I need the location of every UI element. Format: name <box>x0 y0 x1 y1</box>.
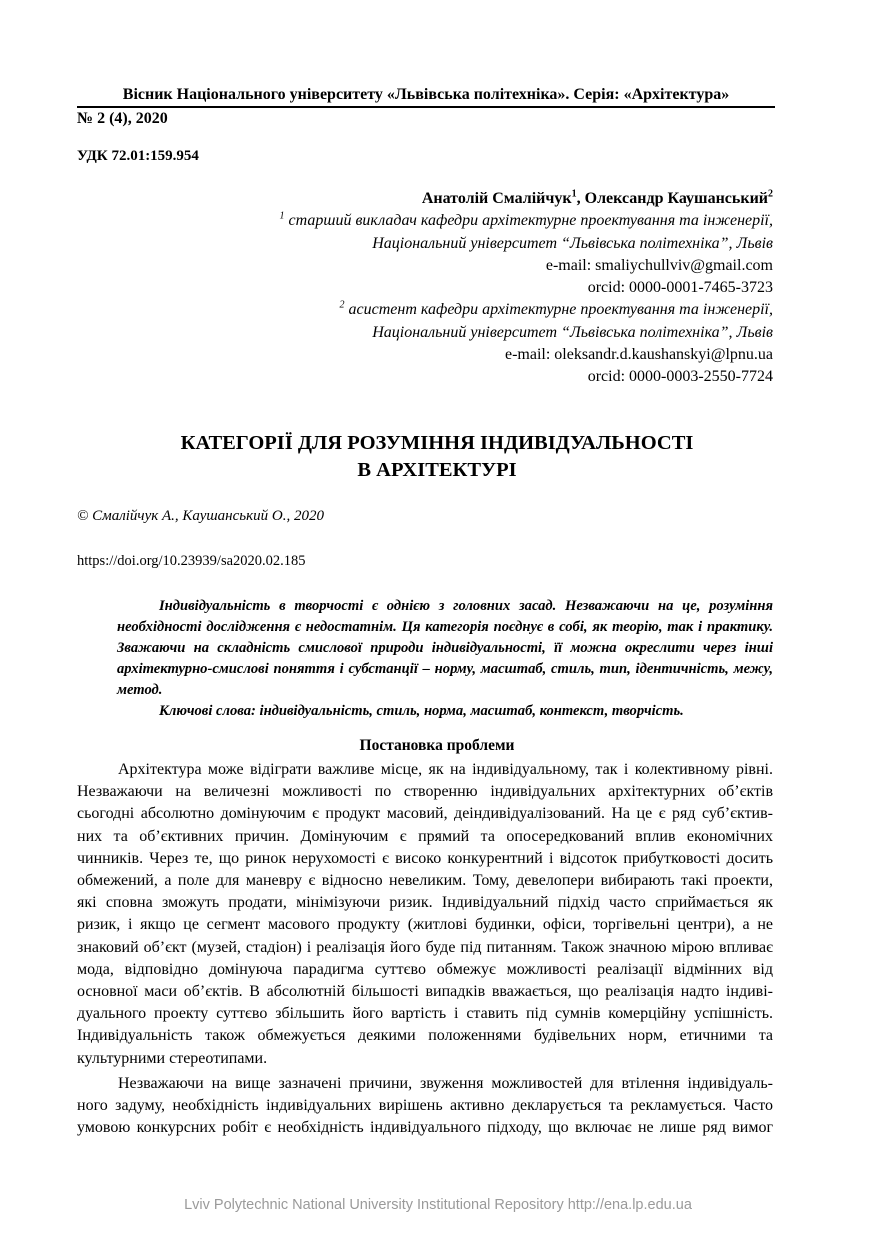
body-line: обмежений, а поле для маневру є відносно невеликим. Тому, девелопери вибирають такі проекти, <box>77 872 773 890</box>
affiliation-1-position-text: старший викладач кафедри архітектурне проектування та інженерії, <box>284 212 773 230</box>
section-heading: Постановка проблеми <box>359 737 515 754</box>
affiliation-2-position-text: асистент кафедри архітектурне проектування та інженерії, <box>344 301 773 319</box>
body-line: основної маси об’єктів. В абсолютній більшості випадків вважається, що реалізація надто індиві- <box>77 983 773 1001</box>
body-line: знаковий об’єкт (музей, стадіон) і реалізація його буде під питанням. Також значною мірою впливає <box>77 938 773 956</box>
body-line: Індивідуальність також обмежується деякими положеннями будівельних норм, етичними та <box>77 1027 773 1045</box>
author-1: Анатолій Смалійчук <box>421 190 572 207</box>
author-separator: , <box>576 190 585 207</box>
body-line: Незважаючи на вище зазначені причини, звуження можливостей для втілення індивідуаль- <box>118 1074 773 1092</box>
body-line: культурними стереотипами. <box>77 1049 268 1067</box>
title-line: В АРХІТЕКТУРІ <box>357 459 517 481</box>
body-line: ного задуму, необхідність індивідуальних вирішень активно декларується та рекламується. Часто <box>77 1097 773 1115</box>
affiliation-2-university: Національний університет “Львівська політехніка”, Львів <box>372 323 773 341</box>
paper-title <box>77 430 797 484</box>
repository-footer: Lviv Polytechnic National University Institutional Repository http://ena.lp.edu.ua <box>184 1197 692 1213</box>
body-line: чинників. Через те, що ринок нерухомості є високо конкурентний і відсоток прибутковості досить <box>77 849 773 867</box>
body-line: них та об’єктивних причин. Домінуючим є прямий та опосередкований вплив економічних <box>77 827 773 845</box>
body-line: Незважаючи на величезні можливості по створенню індивідуальних архітектурних об’єктів <box>77 783 773 801</box>
abstract-line: необхідності дослідження є недостатнім. Ця категорія поєднує в собі, як теорію, так і практику. <box>117 619 773 635</box>
body-line: дуального проекту суттєво збільшить його вартість і ставить під сумнів комерційну успішність. <box>77 1005 773 1023</box>
author-2-sup: 2 <box>768 188 773 200</box>
author-names <box>280 188 773 210</box>
abstract-line: архітектурно-смислові поняття і субстанції – норму, масштаб, стиль, тип, ідентичність, межу, <box>117 661 773 677</box>
affiliation-2-position <box>280 299 773 321</box>
header-rule <box>77 106 775 108</box>
issue-number: № 2 (4), 2020 <box>77 110 168 127</box>
affiliation-2-orcid: orcid: 0000-0003-2550-7724 <box>587 368 773 386</box>
abstract-line: Індивідуальність в творчості є однією з головних засад. Незважаючи на це, розуміння <box>159 598 773 614</box>
keywords: Ключові слова: індивідуальність, стиль, норма, масштаб, контекст, творчість. <box>159 703 684 719</box>
body-line: умовою конкурсних робіт є необхідність індивідуального підходу, що включає не лише ряд вимог <box>77 1119 773 1137</box>
affiliation-1-email: e-mail: smaliychullviv@gmail.com <box>545 256 773 274</box>
copyright: © Смалійчук А., Каушанський О., 2020 <box>77 508 324 524</box>
body-line: Архітектура може відіграти важливе місце, як на індивідуальному, так і колективному рівні. <box>118 761 773 778</box>
doi-link[interactable]: https://doi.org/10.23939/sa2020.02.185 <box>77 553 306 569</box>
body-text <box>77 759 773 1139</box>
journal-title: Вісник Національного університету «Львівська політехніка». Серія: «Архітектура» <box>122 86 730 103</box>
abstract <box>117 596 773 722</box>
title-line: КАТЕГОРІЇ ДЛЯ РОЗУМІННЯ ІНДИВІДУАЛЬНОСТІ <box>180 432 694 454</box>
author-2: Олександр Каушанський <box>584 190 768 207</box>
abstract-line: Зважаючи на складність смислової природи індивідуальності, її можна окреслити через інші <box>117 640 773 656</box>
body-line: ризик, і якщо це сегмент масового продукту (житлові будинки, офіси, торгівельні центри), а не <box>77 916 773 934</box>
affiliation-1-university: Національний університет “Львівська політехніка”, Львів <box>372 234 773 252</box>
affiliation-2-email: e-mail: oleksandr.d.kaushanskyi@lpnu.ua <box>504 346 773 364</box>
body-line: мода, відповідно домінуюча парадигма суттєво обмежує можливості реалізації відмінних від <box>77 960 773 978</box>
body-line: сьогодні абсолютно домінуючим є продукт масовий, деіндивідуалізований. На це є ряд суб’єктив- <box>77 805 773 823</box>
abstract-line: метод. <box>117 682 163 698</box>
paragraph-1 <box>77 759 773 1070</box>
affiliation-1-sup: 1 <box>279 210 285 222</box>
affiliation-1-orcid: orcid: 0000-0001-7465-3723 <box>587 279 773 297</box>
affiliation-1-position <box>280 210 773 232</box>
authors-block <box>280 188 773 389</box>
body-line: які сповна зможуть продати, мінімізуючи ризик. Індивідуальний підхід часто сприймається як <box>77 894 773 912</box>
affiliation-2-sup: 2 <box>339 300 345 312</box>
paragraph-2 <box>77 1073 773 1140</box>
author-1-sup: 1 <box>571 188 577 200</box>
udk-code: УДК 72.01:159.954 <box>77 148 199 164</box>
